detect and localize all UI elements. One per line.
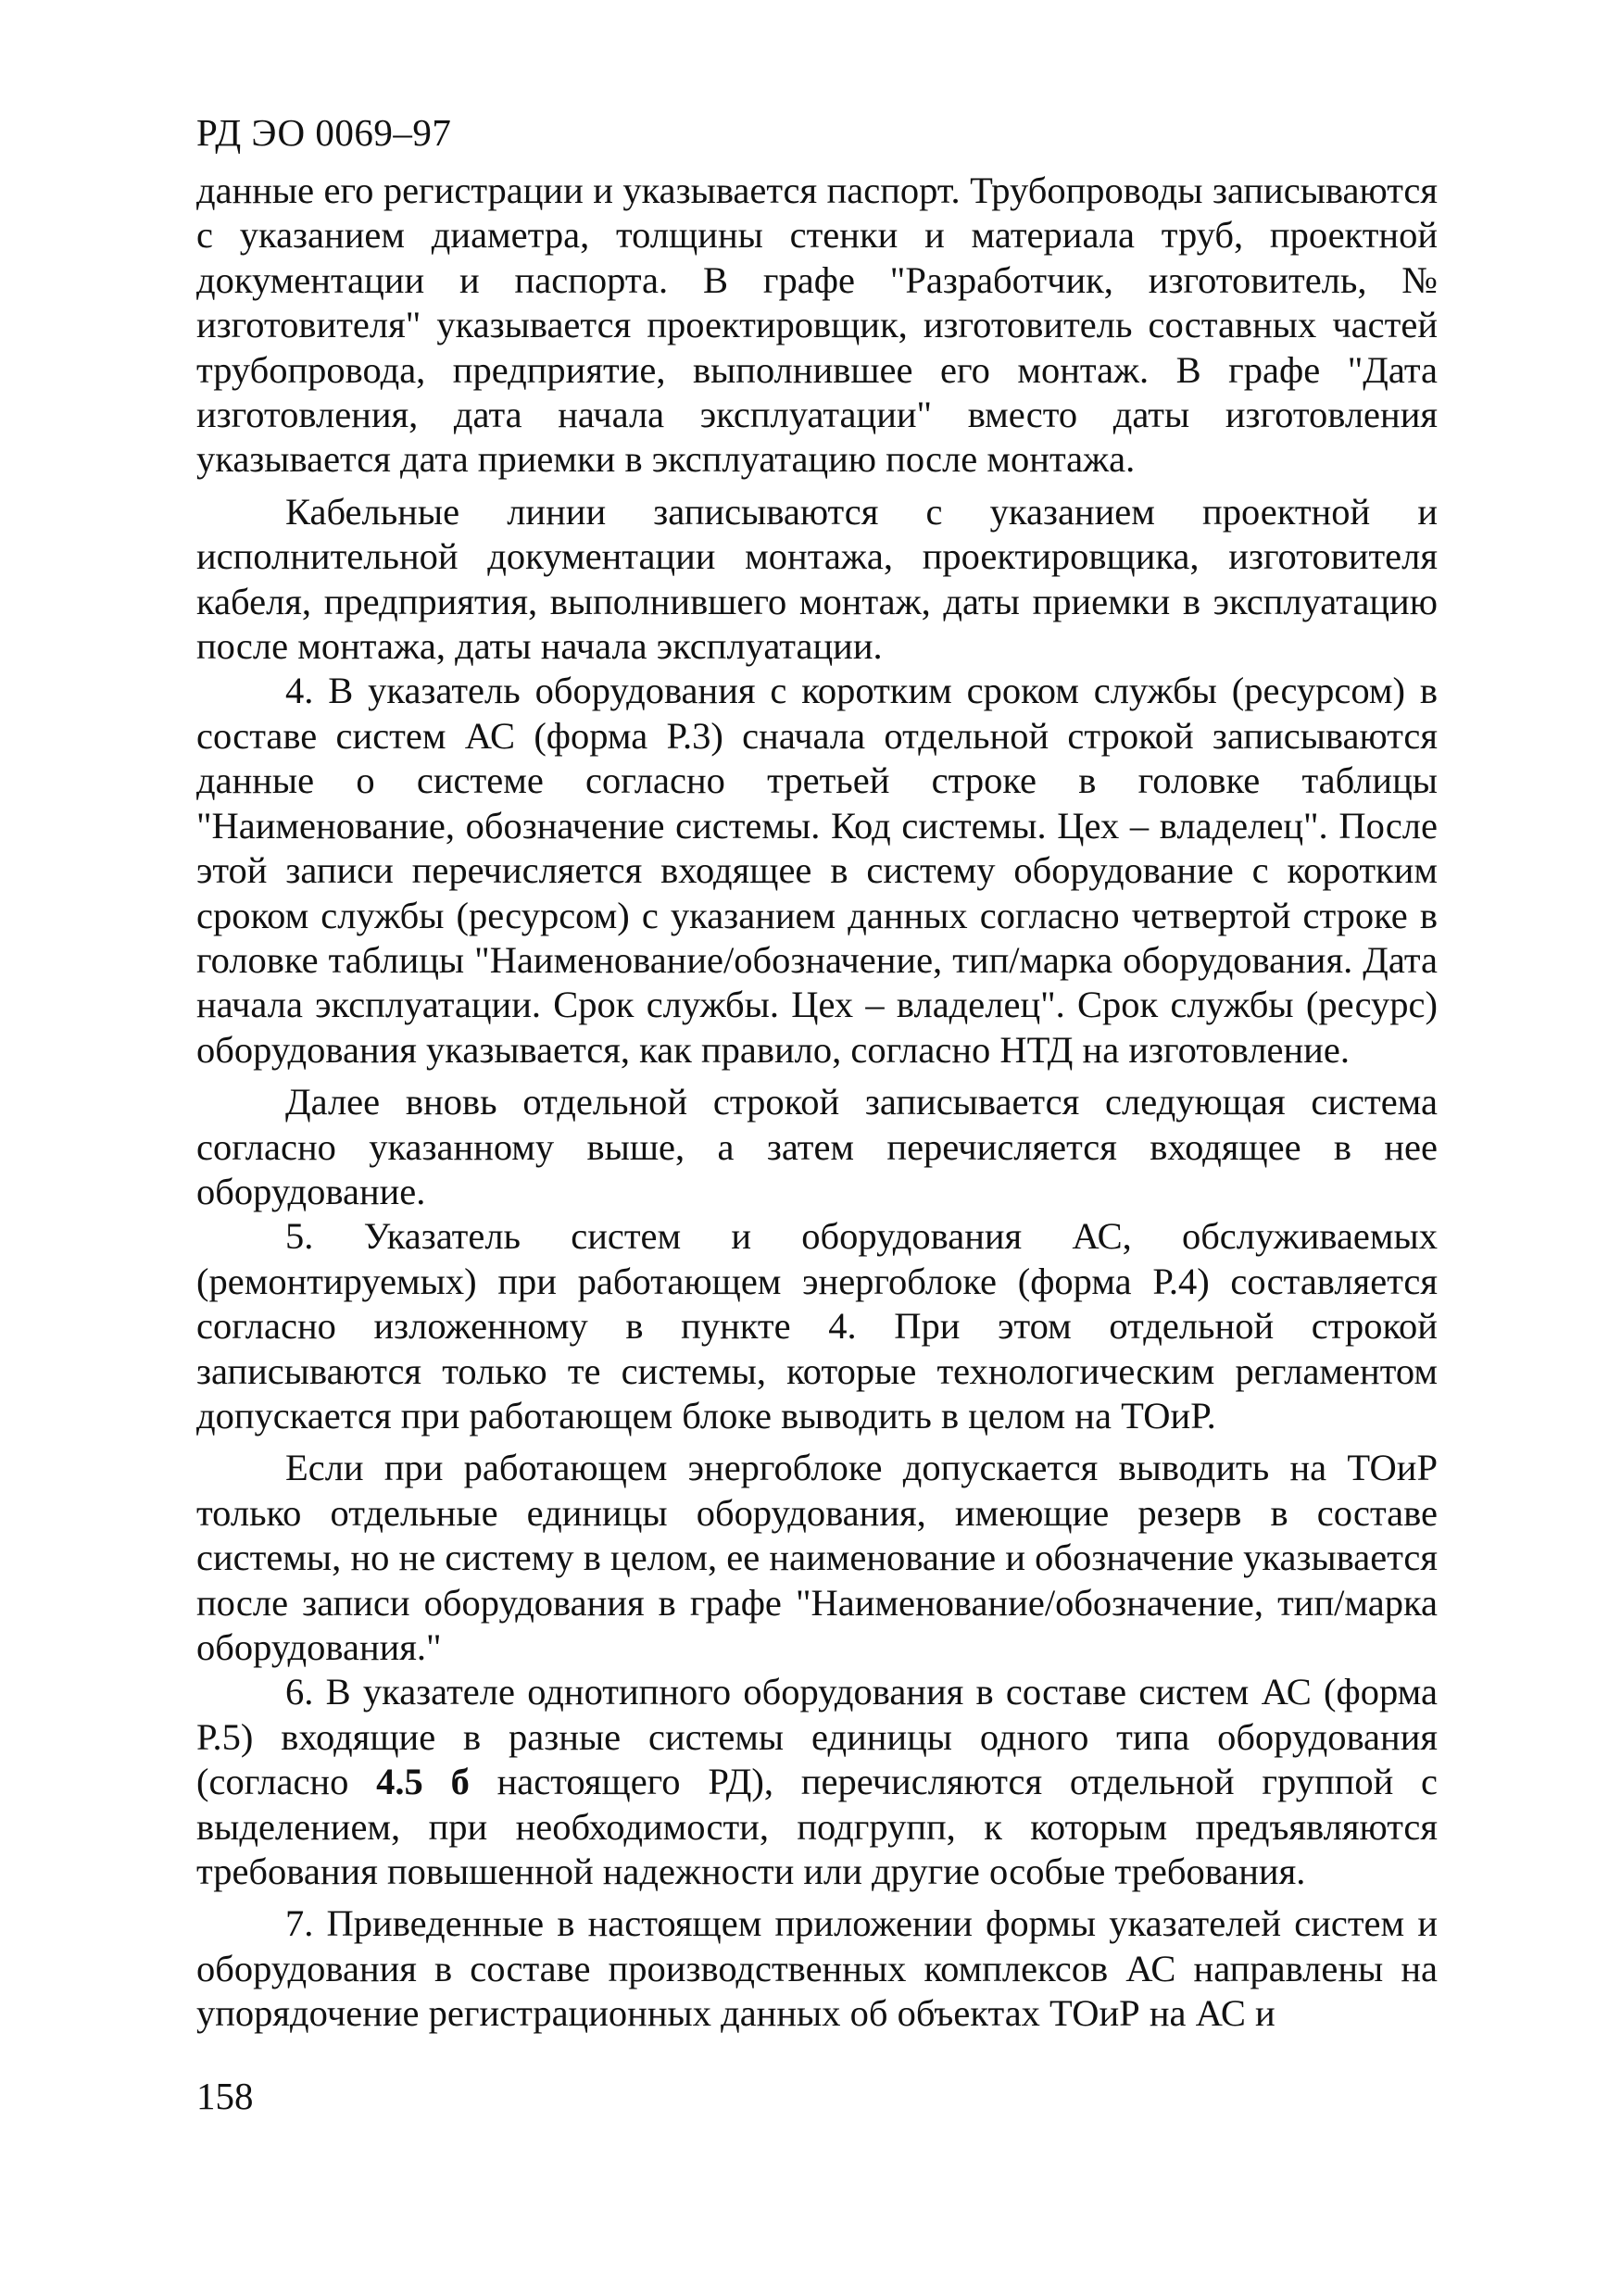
paragraph-item-5: 5. Указатель систем и оборудования АС, обслуживаемых (ремонтируемых) при работающем энергоблоке (форма Р.4) составляется согласно изложенному в пункте 4. При этом отдельной строкой записываются только те системы, которые технологическим регламентом допускается при работающем блоке выводить в целом на ТОиР. [196,1215,1438,1437]
paragraph-reserve-equipment: Если при работающем энергоблоке допускается выводить на ТОиР только отдельные единицы оборудования, имеющие резерв в составе системы, но не систему в целом, ее наименование и обозначение указывается после записи оборудования в графе "Наименование/обозначение, тип/марка оборудования." [196,1447,1438,1668]
paragraph-cable-lines: Кабельные линии записываются с указанием проектной и исполнительной документации монтажа, проектировщика, изготовителя кабеля, предприятия, выполнившего монтаж, даты приемки в эксплуатацию после монтажа, даты начала эксплуатации. [196,490,1438,668]
page-body [196,169,1438,2037]
page-number: 158 [196,2075,254,2117]
paragraph-item-4: 4. В указатель оборудования с коротким сроком службы (ресурсом) в составе систем АС (форма Р.3) сначала отдельной строкой записываются данные о системе согласно третьей строке в головке таблицы "Наименование, обозначение системы. Код системы. Цех – владелец". После этой записи перечисляется входящее в систему оборудование с коротким сроком службы (ресурсом) с указанием данных согласно четвертой строке в головке таблицы "Наименование/обозначение, тип/марка оборудования. Дата начала эксплуатации. Срок службы. Цех – владелец". Срок службы (ресурс) оборудования указывается, как правило, согласно НТД на изготовление. [196,670,1438,1071]
paragraph-item-6-text-before: 6. В указателе однотипного оборудования в составе систем АС (форма Р.5) входящие в разные системы единицы одного типа оборудования (согласно [196,1671,1438,1803]
document-code-header: РД ЭО 0069–97 [196,111,452,154]
paragraph-continuation: данные его регистрации и указывается паспорт. Трубопроводы записываются с указанием диаметра, толщины стенки и материала труб, проектной документации и паспорта. В графе "Разработчик, изготовитель, № изготовителя" указывается проектировщик, изготовитель составных частей трубопровода, предприятие, выполнившее его монтаж. В графе "Дата изготовления, дата начала эксплуатации" вместо даты изготовления указывается дата приемки в эксплуатацию после монтажа. [196,169,1438,481]
paragraph-item-6 [196,1670,1438,1894]
paragraph-item-6-bold-reference: 4.5 б [376,1761,470,1803]
paragraph-item-6-text-after: настоящего РД), перечисляются отдельной группой с выделением, при необходимости, подгрупп, к которым предъявляются требования повышенной надежности или другие особые требования. [196,1761,1439,1893]
paragraph-item-7: 7. Приведенные в настоящем приложении формы указателей систем и оборудования в составе производственных комплексов АС направлены на упорядочение регистрационных данных об объектах ТОиР на АС и [196,1902,1438,2035]
paragraph-next-system: Далее вновь отдельной строкой записывается следующая система согласно указанному выше, а затем перечисляется входящее в нее оборудование. [196,1081,1438,1212]
